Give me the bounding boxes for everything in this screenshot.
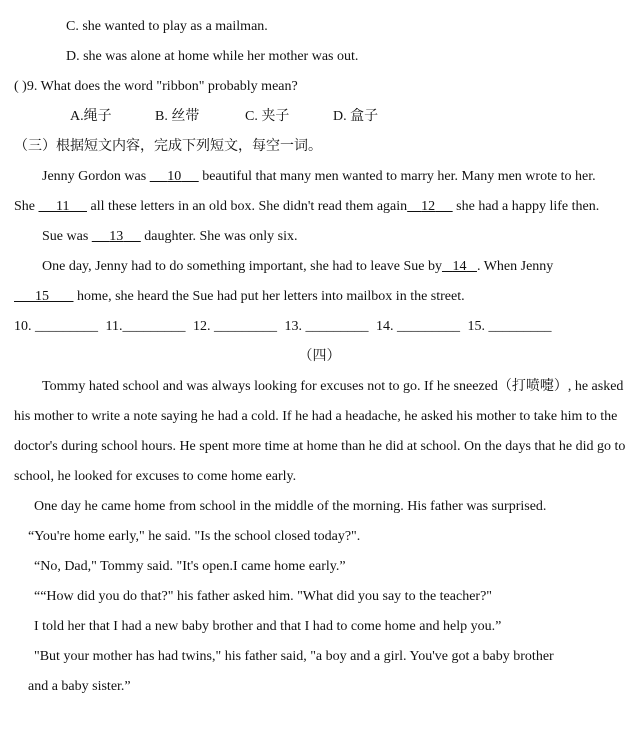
passage-4-line-6: “You're home early," he said. "Is the school closed today?".: [28, 529, 361, 544]
passage-line-2: [14, 198, 599, 216]
question-9-options: [70, 108, 378, 126]
passage-line-5: [14, 288, 465, 306]
option-c-9: C. 夹子: [245, 109, 290, 124]
passage-text: home, she heard the Sue had put her letters into mailbox in the street.: [77, 289, 465, 304]
section-3-title: （三）根据短文内容，完成下列短文，每空一词。: [14, 139, 322, 154]
passage-4-line-10: "But your mother has had twins," his father said, "a boy and a girl. You've got a baby brother: [34, 649, 554, 664]
answer-blank-12[interactable]: 12. _________: [192, 319, 277, 334]
passage-4-line-7: “No, Dad," Tommy said. "It's open.I came home early.”: [34, 559, 346, 574]
passage-4-line-4: school, he looked for excuses to come home early.: [14, 469, 297, 484]
answer-blanks: [14, 318, 551, 336]
passage-4-line-5: One day he came home from school in the middle of the morning. His father was surprised.: [34, 499, 547, 514]
passage-line-1: [42, 168, 596, 186]
option-d-9: D. 盒子: [333, 109, 379, 124]
passage-text: Sue was: [42, 229, 89, 244]
passage-text: One day, Jenny had to do something important, she had to leave Sue by: [42, 259, 442, 274]
passage-text: She: [14, 199, 35, 214]
answer-blank-15[interactable]: 15. _________: [467, 319, 552, 334]
answer-blank-13[interactable]: 13. _________: [284, 319, 369, 334]
question-text: What does the word "ribbon" probably mean?: [40, 79, 298, 94]
option-c: C. she wanted to play as a mailman.: [66, 19, 268, 34]
answer-blank-10[interactable]: 10. _________: [14, 319, 98, 334]
passage-text: . When Jenny: [476, 259, 554, 274]
passage-text: she had a happy life then.: [456, 199, 600, 214]
option-a: A.绳子: [70, 109, 112, 124]
option-b: B. 丝带: [155, 109, 200, 124]
blank-11: 11: [56, 199, 70, 214]
passage-4-line-11: and a baby sister.”: [28, 679, 131, 694]
answer-blank-11[interactable]: 11._________: [105, 319, 186, 334]
option-d: D. she was alone at home while her mother was out.: [66, 49, 359, 64]
passage-line-3: [42, 228, 298, 246]
passage-text: beautiful that many men wanted to marry her. Many men wrote to her.: [202, 169, 596, 184]
passage-line-4: [42, 258, 553, 276]
blank-12: 12: [421, 199, 436, 214]
passage-4-line-1: Tommy hated school and was always looking for excuses not to go. If he sneezed（打喷嚏）, he asked: [42, 379, 624, 394]
blank-13: 13: [109, 229, 124, 244]
passage-4-line-9: I told her that I had a new baby brother and that I had to come home and help you.”: [34, 619, 502, 634]
passage-4-line-8: ““How did you do that?" his father asked him. "What did you say to the teacher?": [34, 589, 493, 604]
passage-4-line-2: his mother to write a note saying he had a cold. If he had a headache, he asked his mother to take him to the: [14, 409, 618, 424]
passage-4-line-3: doctor's during school hours. He spent more time at home than he did at school. On the days that he did go to: [14, 439, 626, 454]
question-9: [14, 78, 298, 96]
passage-text: Jenny Gordon was: [42, 169, 147, 184]
passage-text: daughter. She was only six.: [144, 229, 298, 244]
question-number: ( )9.: [14, 79, 38, 94]
blank-15: 15: [35, 289, 49, 304]
section-4-title: （四）: [298, 349, 341, 364]
blank-14: 14: [452, 259, 467, 274]
blank-10: 10: [167, 169, 182, 184]
answer-blank-14[interactable]: 14. _________: [375, 319, 460, 334]
passage-text: all these letters in an old box. She didn't read them again: [90, 199, 408, 214]
